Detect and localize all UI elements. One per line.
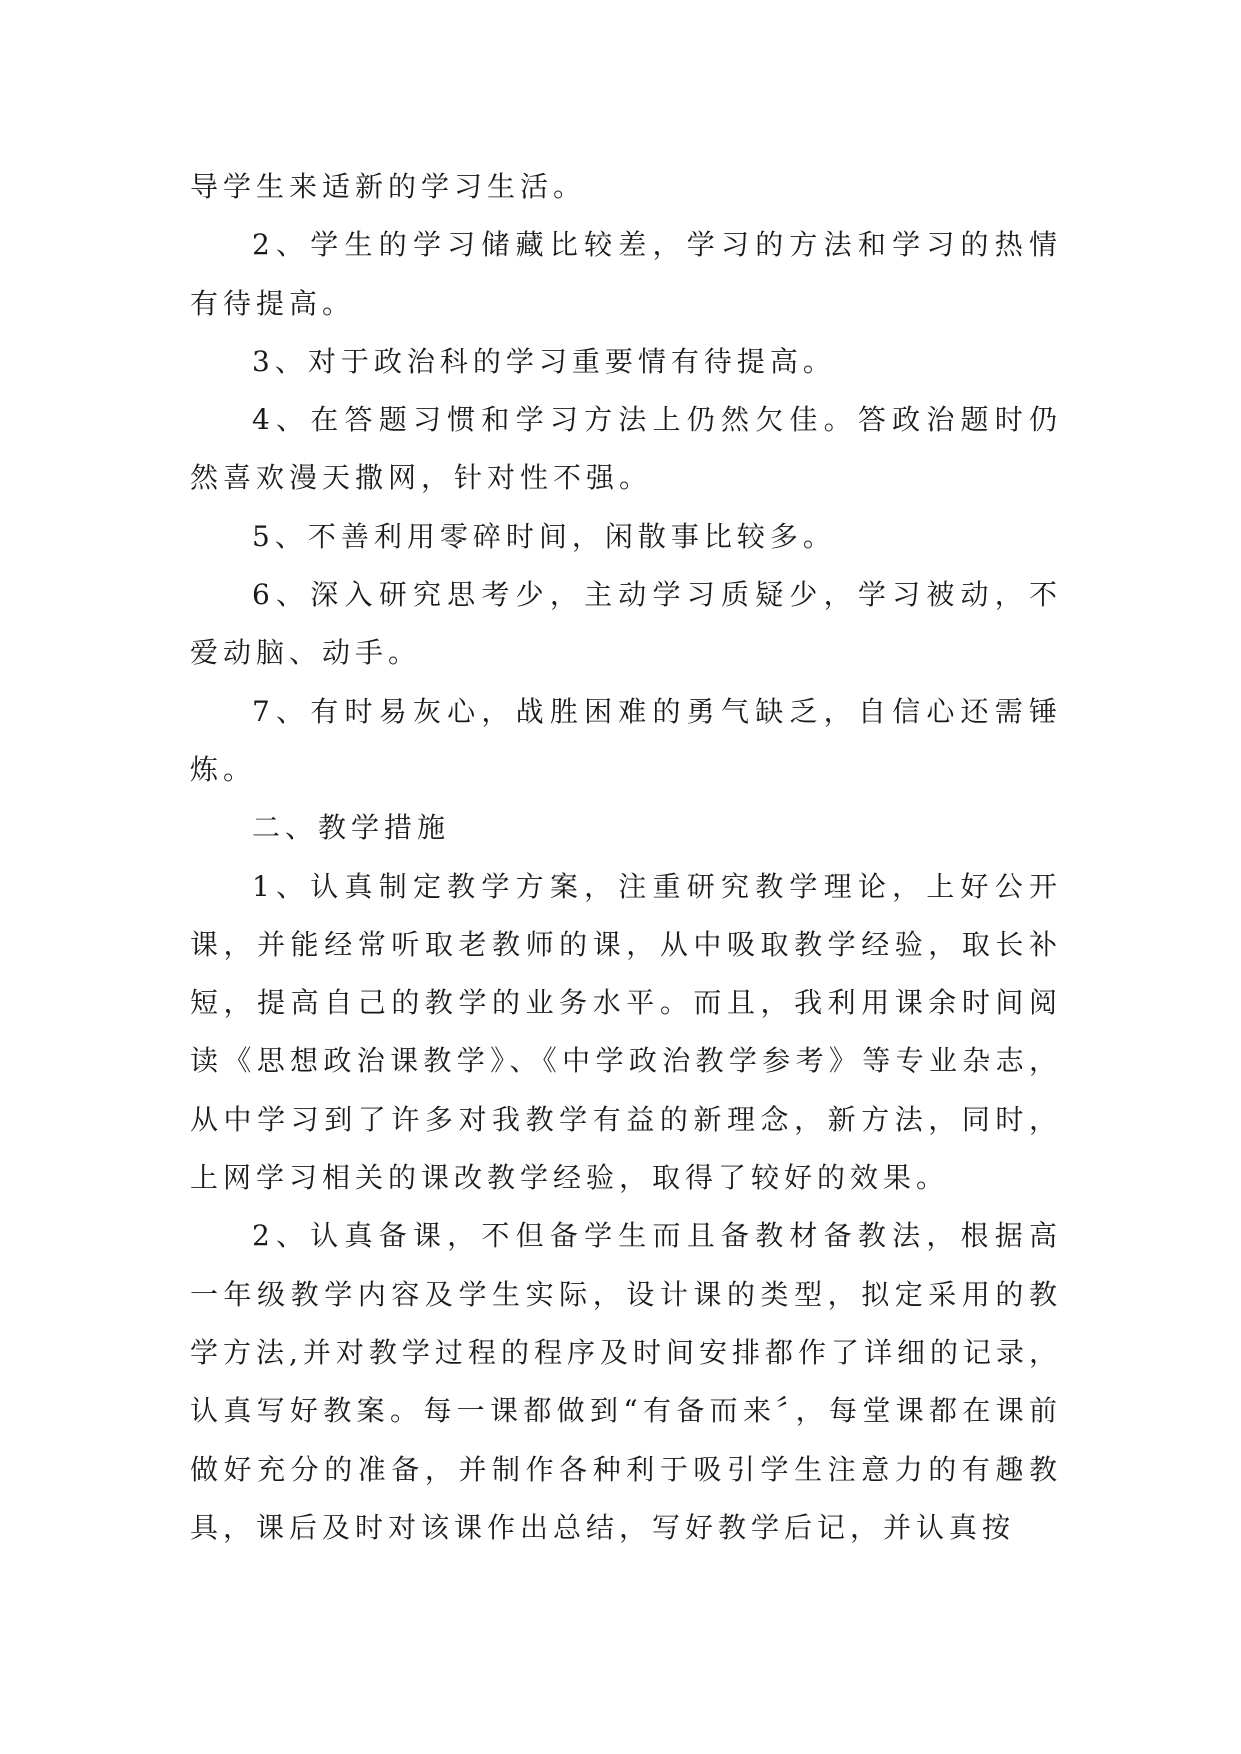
paragraph-item-4: 4、在答题习惯和学习方法上仍然欠佳。答政治题时仍然喜欢漫天撒网，针对性不强。 [190, 403, 1062, 495]
paragraph-item-3: 3、对于政治科的学习重要情有待提高。 [252, 344, 836, 378]
paragraph-intro-tail: 导学生来适新的学习生活。 [190, 170, 587, 203]
paragraph-item-5: 5、不善利用零碎时间，闲散事比较多。 [252, 519, 836, 553]
document-body [190, 158, 1062, 1557]
paragraph-item-2: 2、学生的学习储藏比较差，学习的方法和学习的热情有待提高。 [190, 228, 1062, 320]
paragraph-measure-1: 1、认真制定教学方案，注重研究教学理论，上好公开课，并能经常听取老教师的课，从中吸取教学经验，取长补短，提高自己的教学的业务水平。而且，我利用课余时间阅读《思想政治课教学》、《中学政治教学参考》等专业杂志，从中学习到了许多对我教学有益的新理念，新方法，同时，上网学习相关的课改教学经验，取得了较好的效果。 [190, 869, 1062, 1195]
paragraph-item-6: 6、深入研究思考少，主动学习质疑少，学习被动，不爱动脑、动手。 [190, 578, 1062, 670]
section-heading-teaching-measures: 二、教学措施 [252, 811, 451, 845]
paragraph-item-7: 7、有时易灰心，战胜困难的勇气缺乏，自信心还需锤炼。 [190, 694, 1062, 786]
paragraph-measure-2: 2、认真备课，不但备学生而且备教材备教法，根据高一年级教学内容及学生实际，设计课的类型，拟定采用的教学方法,并对教学过程的程序及时间安排都作了详细的记录，认真写好教案。每一课都做到“有备而来〞，每堂课都在课前做好充分的准备，并制作各种利于吸引学生注意力的有趣教具，课后及时对该课作出总结，写好教学后记，并认真按 [190, 1219, 1062, 1544]
